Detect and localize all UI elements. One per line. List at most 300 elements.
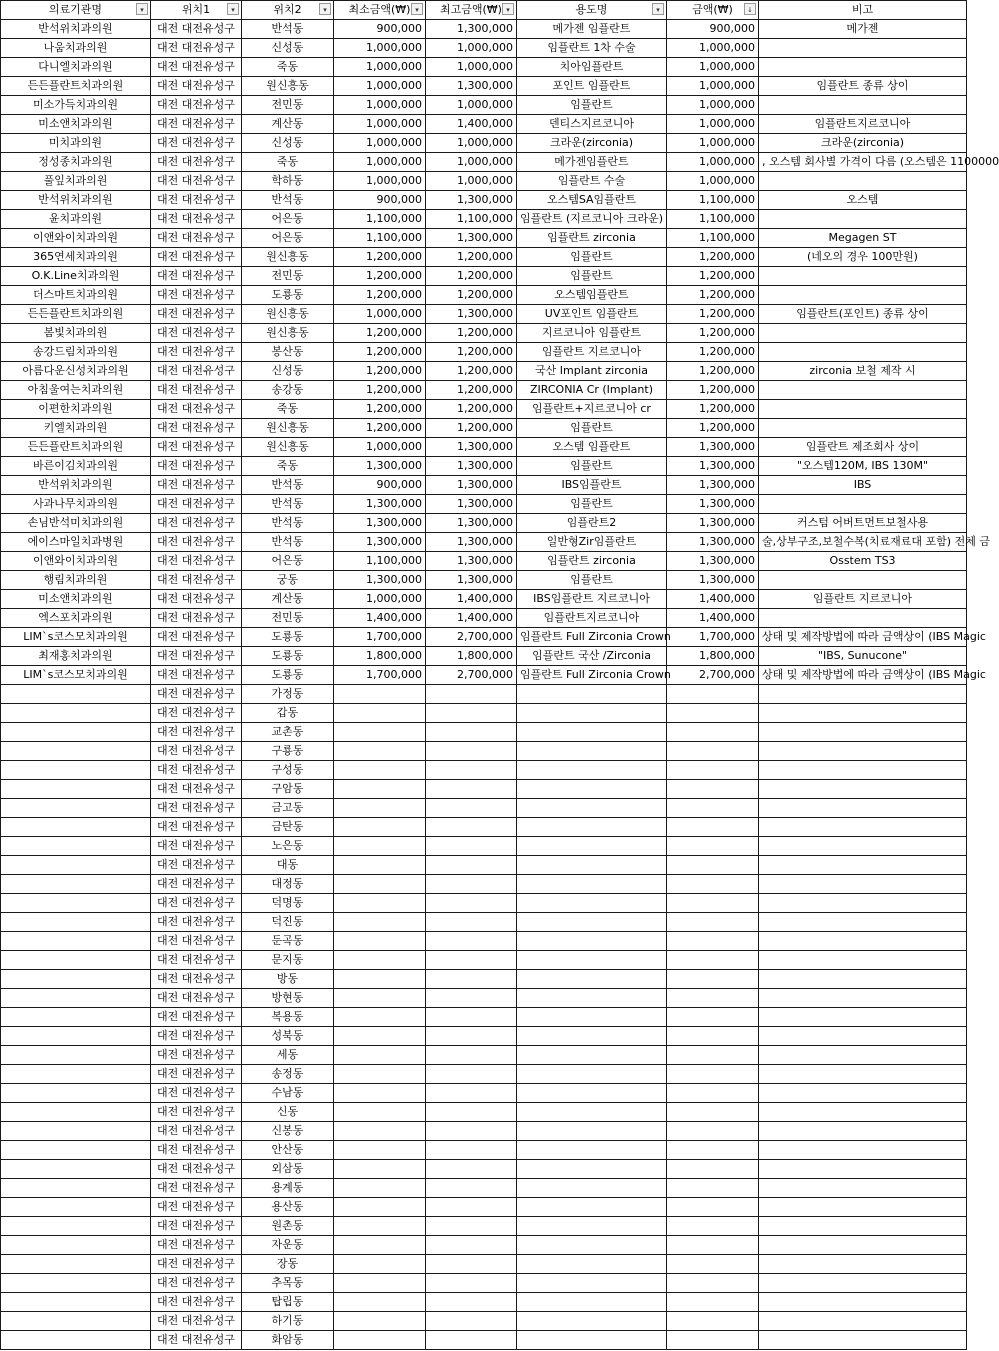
- filter-dropdown-icon[interactable]: ▾: [136, 3, 148, 15]
- location1-cell[interactable]: 대전 대전유성구: [151, 381, 242, 400]
- note-cell[interactable]: [759, 1217, 967, 1236]
- column-header-note[interactable]: [759, 1, 967, 20]
- product-cell[interactable]: 임플란트 지르코니아: [517, 343, 667, 362]
- note-cell[interactable]: [759, 1312, 967, 1331]
- product-cell[interactable]: [517, 723, 667, 742]
- location2-cell[interactable]: 안산동: [242, 1141, 334, 1160]
- max-price-cell[interactable]: [426, 685, 517, 704]
- product-cell[interactable]: [517, 742, 667, 761]
- institution-cell[interactable]: [1, 1141, 151, 1160]
- location1-cell[interactable]: 대전 대전유성구: [151, 951, 242, 970]
- location2-cell[interactable]: 대정동: [242, 875, 334, 894]
- note-cell[interactable]: [759, 1236, 967, 1255]
- product-cell[interactable]: [517, 1084, 667, 1103]
- location2-cell[interactable]: 도룡동: [242, 666, 334, 685]
- min-price-cell[interactable]: [334, 1141, 426, 1160]
- price-cell[interactable]: 1,000,000: [667, 115, 759, 134]
- max-price-cell[interactable]: 1,200,000: [426, 324, 517, 343]
- note-cell[interactable]: (네오의 경우 100만원): [759, 248, 967, 267]
- location2-cell[interactable]: 성북동: [242, 1027, 334, 1046]
- location2-cell[interactable]: 금고동: [242, 799, 334, 818]
- note-cell[interactable]: 임플란트 지르코니아: [759, 590, 967, 609]
- institution-cell[interactable]: [1, 1084, 151, 1103]
- note-cell[interactable]: [759, 1027, 967, 1046]
- product-cell[interactable]: 임플란트지르코니아: [517, 609, 667, 628]
- price-cell[interactable]: [667, 1122, 759, 1141]
- min-price-cell[interactable]: [334, 1274, 426, 1293]
- location2-cell[interactable]: 반석동: [242, 533, 334, 552]
- institution-cell[interactable]: 반석위치과의원: [1, 476, 151, 495]
- max-price-cell[interactable]: [426, 799, 517, 818]
- price-cell[interactable]: [667, 761, 759, 780]
- institution-cell[interactable]: 미치과의원: [1, 134, 151, 153]
- min-price-cell[interactable]: 1,000,000: [334, 590, 426, 609]
- institution-cell[interactable]: 아침울여는치과의원: [1, 381, 151, 400]
- institution-cell[interactable]: [1, 723, 151, 742]
- product-cell[interactable]: [517, 1217, 667, 1236]
- note-cell[interactable]: [759, 58, 967, 77]
- product-cell[interactable]: [517, 989, 667, 1008]
- location1-cell[interactable]: 대전 대전유성구: [151, 1198, 242, 1217]
- min-price-cell[interactable]: [334, 894, 426, 913]
- note-cell[interactable]: [759, 419, 967, 438]
- max-price-cell[interactable]: [426, 1027, 517, 1046]
- location1-cell[interactable]: 대전 대전유성구: [151, 1122, 242, 1141]
- location2-cell[interactable]: 구암동: [242, 780, 334, 799]
- location1-cell[interactable]: 대전 대전유성구: [151, 1160, 242, 1179]
- max-price-cell[interactable]: [426, 761, 517, 780]
- note-cell[interactable]: [759, 1255, 967, 1274]
- note-cell[interactable]: [759, 1008, 967, 1027]
- min-price-cell[interactable]: 1,200,000: [334, 343, 426, 362]
- note-cell[interactable]: [759, 1141, 967, 1160]
- price-cell[interactable]: [667, 1293, 759, 1312]
- location1-cell[interactable]: 대전 대전유성구: [151, 989, 242, 1008]
- min-price-cell[interactable]: 900,000: [334, 191, 426, 210]
- min-price-cell[interactable]: [334, 1065, 426, 1084]
- note-cell[interactable]: [759, 704, 967, 723]
- min-price-cell[interactable]: 1,000,000: [334, 438, 426, 457]
- product-cell[interactable]: 임플란트 (지르코니아 크라운): [517, 210, 667, 229]
- institution-cell[interactable]: 바른이김치과의원: [1, 457, 151, 476]
- max-price-cell[interactable]: 1,300,000: [426, 20, 517, 39]
- product-cell[interactable]: 임플란트 zirconia: [517, 229, 667, 248]
- max-price-cell[interactable]: [426, 837, 517, 856]
- note-cell[interactable]: zirconia 보철 제작 시: [759, 362, 967, 381]
- product-cell[interactable]: 임플란트: [517, 267, 667, 286]
- location1-cell[interactable]: 대전 대전유성구: [151, 894, 242, 913]
- min-price-cell[interactable]: [334, 1198, 426, 1217]
- min-price-cell[interactable]: 1,000,000: [334, 305, 426, 324]
- product-cell[interactable]: 메가젠 임플란트: [517, 20, 667, 39]
- max-price-cell[interactable]: 1,000,000: [426, 96, 517, 115]
- location1-cell[interactable]: 대전 대전유성구: [151, 970, 242, 989]
- min-price-cell[interactable]: 1,000,000: [334, 96, 426, 115]
- location1-cell[interactable]: 대전 대전유성구: [151, 666, 242, 685]
- location1-cell[interactable]: 대전 대전유성구: [151, 628, 242, 647]
- location2-cell[interactable]: 하기동: [242, 1312, 334, 1331]
- max-price-cell[interactable]: [426, 1179, 517, 1198]
- price-cell[interactable]: 1,800,000: [667, 647, 759, 666]
- location2-cell[interactable]: 자운동: [242, 1236, 334, 1255]
- location1-cell[interactable]: 대전 대전유성구: [151, 324, 242, 343]
- location1-cell[interactable]: 대전 대전유성구: [151, 476, 242, 495]
- min-price-cell[interactable]: [334, 837, 426, 856]
- note-cell[interactable]: [759, 932, 967, 951]
- max-price-cell[interactable]: 1,000,000: [426, 39, 517, 58]
- note-cell[interactable]: 임플란트지르코니아: [759, 115, 967, 134]
- location2-cell[interactable]: 용계동: [242, 1179, 334, 1198]
- institution-cell[interactable]: [1, 932, 151, 951]
- institution-cell[interactable]: [1, 780, 151, 799]
- location1-cell[interactable]: 대전 대전유성구: [151, 134, 242, 153]
- min-price-cell[interactable]: 1,100,000: [334, 552, 426, 571]
- product-cell[interactable]: [517, 951, 667, 970]
- max-price-cell[interactable]: [426, 1065, 517, 1084]
- note-cell[interactable]: [759, 1084, 967, 1103]
- price-cell[interactable]: [667, 1312, 759, 1331]
- product-cell[interactable]: 국산 Implant zirconia: [517, 362, 667, 381]
- location2-cell[interactable]: 복용동: [242, 1008, 334, 1027]
- min-price-cell[interactable]: [334, 1236, 426, 1255]
- institution-cell[interactable]: [1, 799, 151, 818]
- note-cell[interactable]: Megagen ST: [759, 229, 967, 248]
- note-cell[interactable]: [759, 172, 967, 191]
- institution-cell[interactable]: [1, 1103, 151, 1122]
- location2-cell[interactable]: 가정동: [242, 685, 334, 704]
- institution-cell[interactable]: 엑스포치과의원: [1, 609, 151, 628]
- note-cell[interactable]: [759, 1046, 967, 1065]
- price-cell[interactable]: [667, 780, 759, 799]
- product-cell[interactable]: ZIRCONIA Cr (Implant): [517, 381, 667, 400]
- location1-cell[interactable]: 대전 대전유성구: [151, 115, 242, 134]
- price-cell[interactable]: [667, 1103, 759, 1122]
- price-cell[interactable]: [667, 970, 759, 989]
- note-cell[interactable]: [759, 1179, 967, 1198]
- min-price-cell[interactable]: 1,000,000: [334, 39, 426, 58]
- location2-cell[interactable]: 신동: [242, 1103, 334, 1122]
- max-price-cell[interactable]: [426, 1217, 517, 1236]
- price-cell[interactable]: 1,200,000: [667, 248, 759, 267]
- max-price-cell[interactable]: 1,200,000: [426, 400, 517, 419]
- location2-cell[interactable]: 신봉동: [242, 1122, 334, 1141]
- product-cell[interactable]: IBS임플란트: [517, 476, 667, 495]
- note-cell[interactable]: Osstem TS3: [759, 552, 967, 571]
- filter-dropdown-icon[interactable]: ▾: [652, 3, 664, 15]
- location1-cell[interactable]: 대전 대전유성구: [151, 1217, 242, 1236]
- max-price-cell[interactable]: 1,300,000: [426, 305, 517, 324]
- institution-cell[interactable]: [1, 1198, 151, 1217]
- institution-cell[interactable]: [1, 1046, 151, 1065]
- min-price-cell[interactable]: [334, 1312, 426, 1331]
- institution-cell[interactable]: [1, 685, 151, 704]
- price-cell[interactable]: 1,100,000: [667, 210, 759, 229]
- institution-cell[interactable]: 행림치과의원: [1, 571, 151, 590]
- location2-cell[interactable]: 원신흥동: [242, 305, 334, 324]
- location2-cell[interactable]: 세동: [242, 1046, 334, 1065]
- min-price-cell[interactable]: [334, 780, 426, 799]
- product-cell[interactable]: [517, 818, 667, 837]
- price-cell[interactable]: 1,200,000: [667, 362, 759, 381]
- max-price-cell[interactable]: 1,200,000: [426, 419, 517, 438]
- product-cell[interactable]: [517, 780, 667, 799]
- max-price-cell[interactable]: 2,700,000: [426, 628, 517, 647]
- location1-cell[interactable]: 대전 대전유성구: [151, 1103, 242, 1122]
- price-cell[interactable]: 1,000,000: [667, 77, 759, 96]
- product-cell[interactable]: 임플란트: [517, 457, 667, 476]
- max-price-cell[interactable]: 1,300,000: [426, 571, 517, 590]
- price-cell[interactable]: 1,400,000: [667, 609, 759, 628]
- institution-cell[interactable]: 손님반석미치과의원: [1, 514, 151, 533]
- location2-cell[interactable]: 구성동: [242, 761, 334, 780]
- location1-cell[interactable]: 대전 대전유성구: [151, 533, 242, 552]
- price-cell[interactable]: [667, 932, 759, 951]
- product-cell[interactable]: [517, 1255, 667, 1274]
- product-cell[interactable]: 임플란트 zirconia: [517, 552, 667, 571]
- note-cell[interactable]: [759, 267, 967, 286]
- note-cell[interactable]: [759, 571, 967, 590]
- note-cell[interactable]: [759, 609, 967, 628]
- note-cell[interactable]: 임플란트 종류 상이: [759, 77, 967, 96]
- location1-cell[interactable]: 대전 대전유성구: [151, 248, 242, 267]
- location1-cell[interactable]: 대전 대전유성구: [151, 1274, 242, 1293]
- location2-cell[interactable]: 송정동: [242, 1065, 334, 1084]
- institution-cell[interactable]: LIM`s코스모치과의원: [1, 666, 151, 685]
- min-price-cell[interactable]: [334, 875, 426, 894]
- min-price-cell[interactable]: 1,700,000: [334, 666, 426, 685]
- max-price-cell[interactable]: [426, 1008, 517, 1027]
- location1-cell[interactable]: 대전 대전유성구: [151, 267, 242, 286]
- min-price-cell[interactable]: [334, 913, 426, 932]
- sort-filter-icon[interactable]: ↓: [744, 3, 756, 15]
- product-cell[interactable]: 임플란트: [517, 248, 667, 267]
- note-cell[interactable]: [759, 495, 967, 514]
- product-cell[interactable]: [517, 875, 667, 894]
- product-cell[interactable]: [517, 1027, 667, 1046]
- institution-cell[interactable]: 사과나무치과의원: [1, 495, 151, 514]
- location2-cell[interactable]: 교촌동: [242, 723, 334, 742]
- institution-cell[interactable]: [1, 875, 151, 894]
- note-cell[interactable]: [759, 1331, 967, 1350]
- max-price-cell[interactable]: 1,000,000: [426, 58, 517, 77]
- product-cell[interactable]: [517, 837, 667, 856]
- note-cell[interactable]: [759, 856, 967, 875]
- min-price-cell[interactable]: 1,000,000: [334, 153, 426, 172]
- location1-cell[interactable]: 대전 대전유성구: [151, 1046, 242, 1065]
- min-price-cell[interactable]: 1,700,000: [334, 628, 426, 647]
- min-price-cell[interactable]: [334, 799, 426, 818]
- location2-cell[interactable]: 장동: [242, 1255, 334, 1274]
- min-price-cell[interactable]: [334, 1179, 426, 1198]
- price-cell[interactable]: 1,700,000: [667, 628, 759, 647]
- max-price-cell[interactable]: 1,300,000: [426, 514, 517, 533]
- column-header-price[interactable]: [667, 1, 759, 20]
- min-price-cell[interactable]: [334, 1008, 426, 1027]
- product-cell[interactable]: [517, 1274, 667, 1293]
- min-price-cell[interactable]: 1,300,000: [334, 533, 426, 552]
- location2-cell[interactable]: 신성동: [242, 39, 334, 58]
- institution-cell[interactable]: 든든플란트치과의원: [1, 77, 151, 96]
- location1-cell[interactable]: 대전 대전유성구: [151, 1141, 242, 1160]
- note-cell[interactable]: [759, 780, 967, 799]
- note-cell[interactable]: [759, 685, 967, 704]
- institution-cell[interactable]: 봄빛치과의원: [1, 324, 151, 343]
- price-cell[interactable]: [667, 818, 759, 837]
- min-price-cell[interactable]: 1,000,000: [334, 115, 426, 134]
- location1-cell[interactable]: 대전 대전유성구: [151, 514, 242, 533]
- institution-cell[interactable]: [1, 1122, 151, 1141]
- location1-cell[interactable]: 대전 대전유성구: [151, 39, 242, 58]
- max-price-cell[interactable]: [426, 1236, 517, 1255]
- location2-cell[interactable]: 갑동: [242, 704, 334, 723]
- institution-cell[interactable]: [1, 951, 151, 970]
- location2-cell[interactable]: 반석동: [242, 514, 334, 533]
- price-cell[interactable]: 1,100,000: [667, 229, 759, 248]
- product-cell[interactable]: [517, 1198, 667, 1217]
- price-cell[interactable]: [667, 1141, 759, 1160]
- institution-cell[interactable]: [1, 913, 151, 932]
- location1-cell[interactable]: 대전 대전유성구: [151, 77, 242, 96]
- location1-cell[interactable]: 대전 대전유성구: [151, 343, 242, 362]
- location1-cell[interactable]: 대전 대전유성구: [151, 1065, 242, 1084]
- min-price-cell[interactable]: [334, 856, 426, 875]
- institution-cell[interactable]: 나움치과의원: [1, 39, 151, 58]
- note-cell[interactable]: IBS: [759, 476, 967, 495]
- product-cell[interactable]: [517, 1046, 667, 1065]
- max-price-cell[interactable]: [426, 913, 517, 932]
- note-cell[interactable]: [759, 381, 967, 400]
- institution-cell[interactable]: [1, 894, 151, 913]
- location1-cell[interactable]: 대전 대전유성구: [151, 856, 242, 875]
- max-price-cell[interactable]: [426, 1084, 517, 1103]
- product-cell[interactable]: 일반형Zir임플란트: [517, 533, 667, 552]
- location2-cell[interactable]: 전민동: [242, 96, 334, 115]
- min-price-cell[interactable]: 1,000,000: [334, 58, 426, 77]
- institution-cell[interactable]: [1, 837, 151, 856]
- location1-cell[interactable]: 대전 대전유성구: [151, 1312, 242, 1331]
- price-cell[interactable]: 1,200,000: [667, 400, 759, 419]
- product-cell[interactable]: 덴티스지르코니아: [517, 115, 667, 134]
- location2-cell[interactable]: 덕명동: [242, 894, 334, 913]
- product-cell[interactable]: [517, 913, 667, 932]
- min-price-cell[interactable]: 1,000,000: [334, 172, 426, 191]
- institution-cell[interactable]: [1, 1160, 151, 1179]
- location1-cell[interactable]: 대전 대전유성구: [151, 495, 242, 514]
- note-cell[interactable]: [759, 761, 967, 780]
- product-cell[interactable]: [517, 1122, 667, 1141]
- location2-cell[interactable]: 원신흥동: [242, 248, 334, 267]
- location1-cell[interactable]: 대전 대전유성구: [151, 742, 242, 761]
- min-price-cell[interactable]: [334, 932, 426, 951]
- location2-cell[interactable]: 추목동: [242, 1274, 334, 1293]
- note-cell[interactable]: , 오스템 회사별 가격이 다름 (오스템은 1100000: [759, 153, 967, 172]
- price-cell[interactable]: 1,200,000: [667, 381, 759, 400]
- note-cell[interactable]: [759, 324, 967, 343]
- price-cell[interactable]: [667, 1027, 759, 1046]
- price-cell[interactable]: [667, 1255, 759, 1274]
- note-cell[interactable]: [759, 818, 967, 837]
- product-cell[interactable]: 임플란트 1차 수술: [517, 39, 667, 58]
- min-price-cell[interactable]: 1,200,000: [334, 286, 426, 305]
- min-price-cell[interactable]: 1,300,000: [334, 495, 426, 514]
- max-price-cell[interactable]: 1,200,000: [426, 362, 517, 381]
- price-cell[interactable]: 1,300,000: [667, 495, 759, 514]
- max-price-cell[interactable]: [426, 875, 517, 894]
- location2-cell[interactable]: 어은동: [242, 552, 334, 571]
- institution-cell[interactable]: 반석위치과의원: [1, 20, 151, 39]
- product-cell[interactable]: 오스템 임플란트: [517, 438, 667, 457]
- min-price-cell[interactable]: 1,000,000: [334, 134, 426, 153]
- max-price-cell[interactable]: [426, 723, 517, 742]
- max-price-cell[interactable]: 1,400,000: [426, 590, 517, 609]
- min-price-cell[interactable]: [334, 951, 426, 970]
- note-cell[interactable]: [759, 723, 967, 742]
- max-price-cell[interactable]: [426, 1255, 517, 1274]
- institution-cell[interactable]: 키엘치과의원: [1, 419, 151, 438]
- price-cell[interactable]: [667, 989, 759, 1008]
- price-cell[interactable]: 1,300,000: [667, 514, 759, 533]
- max-price-cell[interactable]: 1,200,000: [426, 267, 517, 286]
- product-cell[interactable]: 임플란트+지르코니아 cr: [517, 400, 667, 419]
- min-price-cell[interactable]: [334, 1331, 426, 1350]
- location2-cell[interactable]: 원신흥동: [242, 77, 334, 96]
- location2-cell[interactable]: 어은동: [242, 229, 334, 248]
- price-cell[interactable]: [667, 1198, 759, 1217]
- institution-cell[interactable]: 든든플란트치과의원: [1, 305, 151, 324]
- location1-cell[interactable]: 대전 대전유성구: [151, 1331, 242, 1350]
- location2-cell[interactable]: 죽동: [242, 400, 334, 419]
- location2-cell[interactable]: 도룡동: [242, 647, 334, 666]
- min-price-cell[interactable]: 1,200,000: [334, 381, 426, 400]
- institution-cell[interactable]: [1, 1293, 151, 1312]
- min-price-cell[interactable]: [334, 1122, 426, 1141]
- column-header-location2[interactable]: [242, 1, 334, 20]
- product-cell[interactable]: 치아임플란트: [517, 58, 667, 77]
- product-cell[interactable]: [517, 1160, 667, 1179]
- location2-cell[interactable]: 봉산동: [242, 343, 334, 362]
- institution-cell[interactable]: [1, 1179, 151, 1198]
- product-cell[interactable]: [517, 704, 667, 723]
- product-cell[interactable]: [517, 894, 667, 913]
- location1-cell[interactable]: 대전 대전유성구: [151, 552, 242, 571]
- min-price-cell[interactable]: 1,300,000: [334, 457, 426, 476]
- min-price-cell[interactable]: [334, 742, 426, 761]
- max-price-cell[interactable]: 1,400,000: [426, 115, 517, 134]
- product-cell[interactable]: 임플란트: [517, 571, 667, 590]
- price-cell[interactable]: [667, 1084, 759, 1103]
- institution-cell[interactable]: [1, 1331, 151, 1350]
- product-cell[interactable]: [517, 685, 667, 704]
- column-header-min-price[interactable]: [334, 1, 426, 20]
- institution-cell[interactable]: O.K.Line치과의원: [1, 267, 151, 286]
- location2-cell[interactable]: 덕진동: [242, 913, 334, 932]
- filter-dropdown-icon[interactable]: ▾: [411, 3, 423, 15]
- min-price-cell[interactable]: 1,400,000: [334, 609, 426, 628]
- location2-cell[interactable]: 송강동: [242, 381, 334, 400]
- location1-cell[interactable]: 대전 대전유성구: [151, 761, 242, 780]
- location1-cell[interactable]: 대전 대전유성구: [151, 96, 242, 115]
- note-cell[interactable]: 커스텀 어버트먼트보철사용: [759, 514, 967, 533]
- min-price-cell[interactable]: [334, 1027, 426, 1046]
- location1-cell[interactable]: 대전 대전유성구: [151, 172, 242, 191]
- price-cell[interactable]: [667, 1236, 759, 1255]
- column-header-institution[interactable]: [1, 1, 151, 20]
- location1-cell[interactable]: 대전 대전유성구: [151, 362, 242, 381]
- min-price-cell[interactable]: 1,200,000: [334, 324, 426, 343]
- price-cell[interactable]: 1,000,000: [667, 134, 759, 153]
- note-cell[interactable]: [759, 96, 967, 115]
- min-price-cell[interactable]: [334, 1160, 426, 1179]
